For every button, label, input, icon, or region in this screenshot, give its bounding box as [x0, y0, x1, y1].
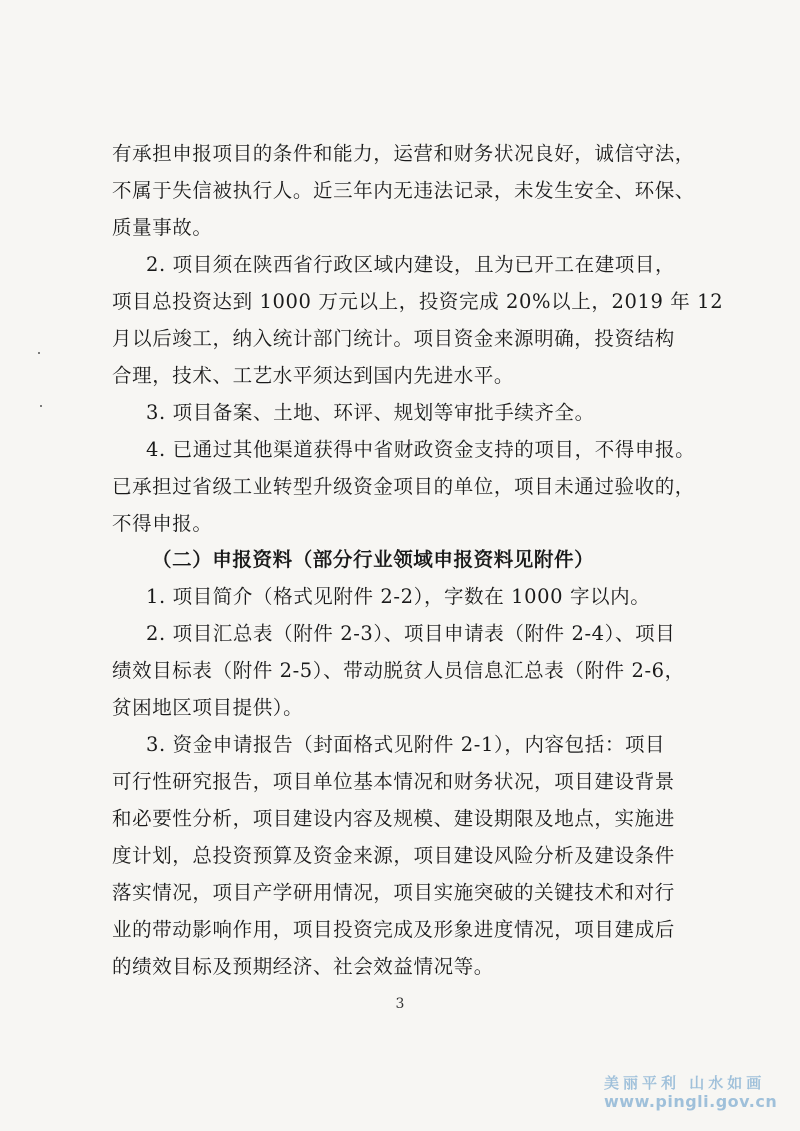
- text-line: 和必要性分析，项目建设内容及规模、建设期限及地点，实施进: [112, 807, 675, 830]
- text-line: 不得申报。: [112, 512, 213, 535]
- text-line: 3. 项目备案、土地、环评、规划等审批手续齐全。: [146, 401, 595, 424]
- text-line: 质量事故。: [112, 216, 213, 239]
- text-line: 不属于失信被执行人。近三年内无违法记录，未发生安全、环保、: [112, 179, 695, 202]
- scan-speck: [40, 405, 42, 407]
- text-line: 合理，技术、工艺水平须达到国内先进水平。: [112, 364, 515, 387]
- text-line: 4. 已通过其他渠道获得中省财政资金支持的项目，不得申报。: [146, 438, 696, 461]
- text-line: 月以后竣工，纳入统计部门统计。项目资金来源明确，投资结构: [112, 327, 675, 350]
- page-number: 3: [395, 996, 405, 1012]
- text-line: 有承担申报项目的条件和能力，运营和财务状况良好，诚信守法，: [112, 142, 695, 165]
- text-line: 的绩效目标及预期经济、社会效益情况等。: [112, 955, 494, 978]
- text-line: 已承担过省级工业转型升级资金项目的单位，项目未通过验收的，: [112, 475, 695, 498]
- watermark-url: www.pingli.gov.cn: [604, 1092, 778, 1111]
- text-line: 项目总投资达到 1000 万元以上，投资完成 20%以上，2019 年 12: [112, 290, 724, 313]
- text-line: 落实情况，项目产学研用情况，项目实施突破的关键技术和对行: [112, 881, 675, 904]
- watermark-site-name: 美丽平利 山水如画: [604, 1074, 766, 1092]
- text-line: 贫困地区项目提供）。: [112, 696, 304, 719]
- text-line: 可行性研究报告，项目单位基本情况和财务状况，项目建设背景: [112, 770, 675, 793]
- text-line: 1. 项目简介（格式见附件 2-2），字数在 1000 字以内。: [146, 585, 651, 608]
- section-heading: （二）申报资料（部分行业领域申报资料见附件）: [152, 548, 595, 571]
- text-line: 绩效目标表（附件 2-5）、带动脱贫人员信息汇总表（附件 2-6，: [112, 659, 685, 682]
- text-line: 业的带动影响作用，项目投资完成及形象进度情况，项目建成后: [112, 918, 675, 941]
- text-line: 2. 项目汇总表（附件 2-3）、项目申请表（附件 2-4）、项目: [146, 622, 676, 645]
- text-line: 2. 项目须在陕西省行政区域内建设，且为已开工在建项目，: [146, 253, 676, 276]
- text-line: 3. 资金申请报告（封面格式见附件 2-1），内容包括：项目: [146, 733, 666, 756]
- scan-speck: [38, 352, 40, 354]
- text-line: 度计划，总投资预算及资金来源，项目建设风险分析及建设条件: [112, 844, 675, 867]
